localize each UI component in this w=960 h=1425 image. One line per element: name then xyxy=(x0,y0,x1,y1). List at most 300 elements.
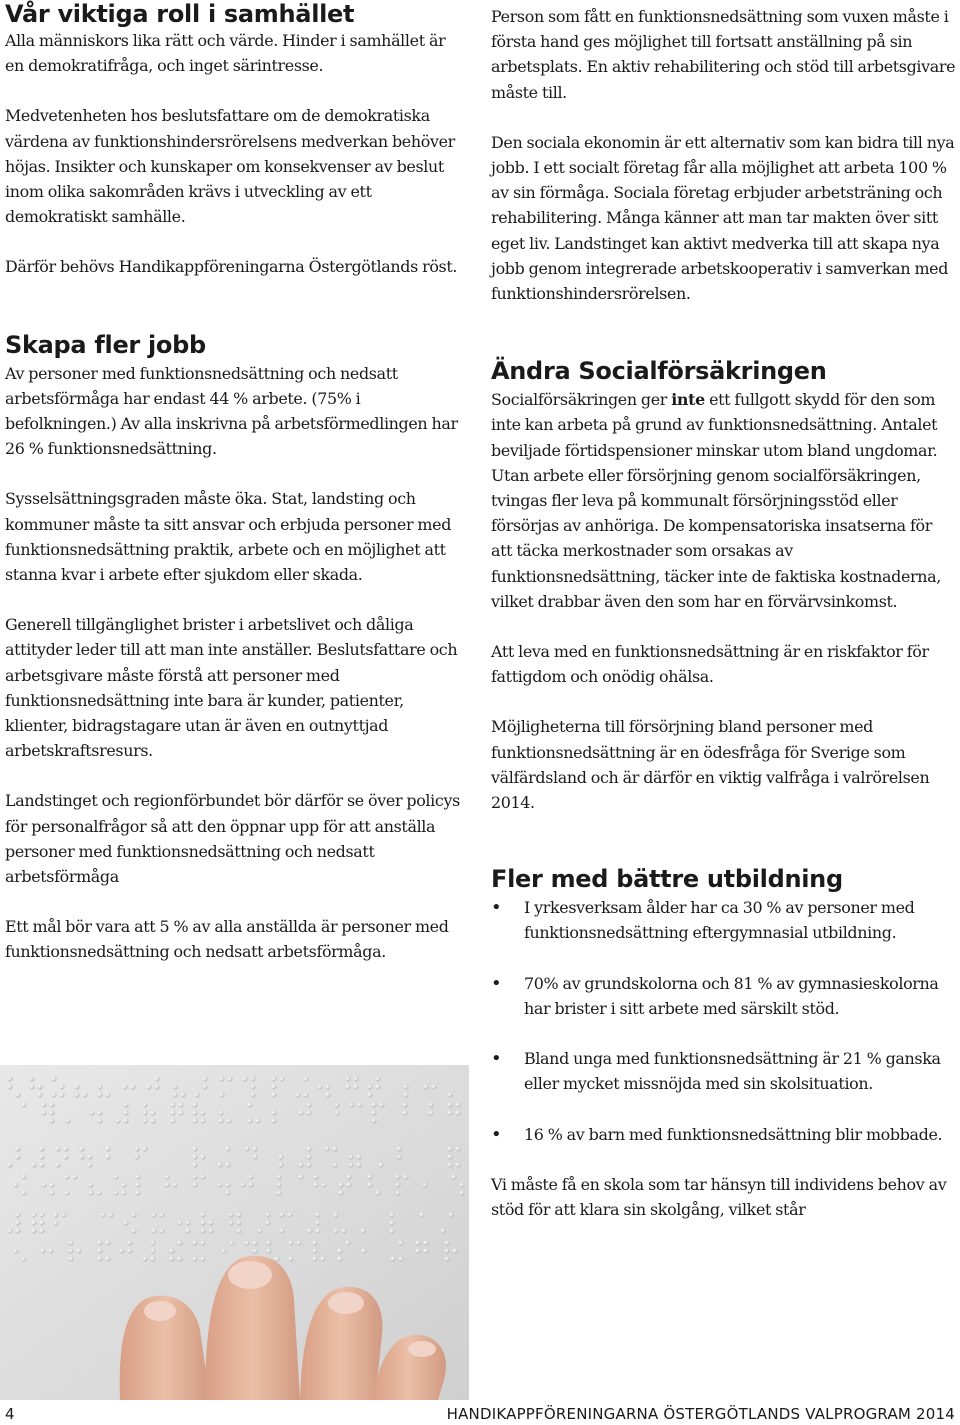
braille-dot xyxy=(130,1084,135,1089)
left-column xyxy=(5,0,467,965)
braille-dot xyxy=(455,1110,460,1115)
braille-dot xyxy=(242,1076,247,1081)
list-item-text: • 16 % av barn med funktionsnedsättning blir mobbade. xyxy=(524,1124,943,1144)
braille-dot xyxy=(345,1240,350,1245)
braille-dot xyxy=(55,1162,60,1167)
braille-dot xyxy=(122,1084,127,1089)
braille-dot xyxy=(123,1118,128,1123)
right-column xyxy=(491,0,957,1222)
braille-dot xyxy=(192,1240,197,1245)
body-paragraph xyxy=(491,387,957,614)
braille-dot xyxy=(348,1162,353,1167)
intro-paragraph: Medvetenheten hos beslutsfattare om de demokratiska värdena av funktionshindersrörelsens medverkan behöver höjas. Insikter och kunskaper om konsekvenser av beslut inom olika sakområden krävs i utveckling av ett demokratiskt samhälle. xyxy=(5,106,455,227)
braille-dot xyxy=(225,1162,230,1167)
braille-dot xyxy=(97,1256,102,1261)
braille-dot xyxy=(395,1174,400,1179)
braille-dot xyxy=(334,1102,339,1107)
braille-dot xyxy=(276,1174,281,1179)
braille-dot xyxy=(87,1154,92,1159)
braille-dot xyxy=(448,1212,453,1217)
braille-dot xyxy=(375,1190,380,1195)
braille-dot xyxy=(135,1174,140,1179)
braille-dot xyxy=(423,1240,428,1245)
braille-dot xyxy=(119,1248,124,1253)
braille-dot xyxy=(415,1240,420,1245)
braille-hand-photo xyxy=(0,1065,469,1400)
braille-dot xyxy=(72,1174,77,1179)
braille-dot xyxy=(7,1228,12,1233)
braille-dot xyxy=(51,1092,56,1097)
braille-dot xyxy=(97,1110,102,1115)
braille-dot xyxy=(225,1190,230,1195)
braille-dot xyxy=(88,1190,93,1195)
braille-dot xyxy=(31,1162,36,1167)
braille-dot xyxy=(240,1182,245,1187)
braille-dot xyxy=(459,1182,464,1187)
braille-dot xyxy=(431,1084,436,1089)
body-paragraph: Ett mål bör vara att 5 % av alla anställda är personer med funktionsnedsättning och nedsatt arbetsförmåga. xyxy=(5,917,449,962)
braille-dot xyxy=(49,1190,54,1195)
braille-dot xyxy=(228,1212,233,1217)
braille-dot xyxy=(74,1092,79,1097)
braille-dot xyxy=(154,1084,159,1089)
braille-dot xyxy=(415,1248,420,1253)
list-item xyxy=(491,971,957,1021)
braille-dot xyxy=(202,1076,207,1081)
braille-dot xyxy=(61,1212,66,1217)
braille-dot xyxy=(276,1190,281,1195)
body-paragraph: Vi måste få en skola som tar hänsyn till individens behov av stöd för att klara sin skolgång, vilket står xyxy=(491,1174,947,1219)
braille-dot xyxy=(225,1146,230,1151)
braille-dot xyxy=(396,1146,401,1151)
braille-dot xyxy=(396,1154,401,1159)
braille-dot xyxy=(142,1118,147,1123)
braille-dot xyxy=(447,1162,452,1167)
braille-dot xyxy=(276,1182,281,1187)
braille-dot xyxy=(87,1162,92,1167)
braille-dot xyxy=(177,1220,182,1225)
braille-dot xyxy=(325,1084,330,1089)
braille-dot xyxy=(334,1110,339,1115)
braille-dot xyxy=(39,1212,44,1217)
braille-dot xyxy=(177,1240,182,1245)
list-item-text: • Bland unga med funktionsnedsättning är 21 % ganska eller mycket missnöjda med sin skolsituation. xyxy=(524,1049,941,1094)
braille-dot xyxy=(287,1212,292,1217)
braille-dot xyxy=(55,1146,60,1151)
publication-title: HANDIKAPPFÖRENINGARNA ÖSTERGÖTLANDS VALPROGRAM 2014 xyxy=(446,1405,955,1423)
braille-dot xyxy=(200,1118,205,1123)
braille-dot xyxy=(194,1092,199,1097)
braille-dot xyxy=(298,1110,303,1115)
braille-dot xyxy=(228,1220,233,1225)
braille-dot xyxy=(200,1240,205,1245)
braille-dot xyxy=(423,1248,428,1253)
braille-dot xyxy=(375,1084,380,1089)
braille-dot xyxy=(172,1092,177,1097)
braille-dot xyxy=(403,1174,408,1179)
braille-dot xyxy=(15,1146,20,1151)
braille-dot xyxy=(367,1174,372,1179)
braille-dot xyxy=(79,1154,84,1159)
braille-dot xyxy=(452,1248,457,1253)
braille-dot xyxy=(51,1076,56,1081)
braille-dot xyxy=(15,1154,20,1159)
braille-dot xyxy=(178,1102,183,1107)
braille-dot xyxy=(345,1076,350,1081)
page-title: Vår viktiga roll i samhället xyxy=(5,0,355,28)
braille-dot xyxy=(7,1076,12,1081)
braille-dot xyxy=(202,1084,207,1089)
braille-dot xyxy=(185,1228,190,1233)
braille-dot xyxy=(105,1154,110,1159)
braille-dot xyxy=(395,1190,400,1195)
braille-dot xyxy=(398,1240,403,1245)
braille-dot xyxy=(170,1118,175,1123)
braille-dot xyxy=(192,1102,197,1107)
braille-dot xyxy=(236,1212,241,1217)
braille-dot xyxy=(123,1220,128,1225)
braille-dot xyxy=(398,1256,403,1261)
braille-dot xyxy=(21,1190,26,1195)
braille-dot xyxy=(150,1110,155,1115)
braille-dot xyxy=(252,1154,257,1159)
braille-dot xyxy=(315,1228,320,1233)
braille-dot xyxy=(271,1110,276,1115)
braille-dot xyxy=(325,1092,330,1097)
braille-dot xyxy=(279,1212,284,1217)
braille-dot xyxy=(192,1182,197,1187)
braille-dot xyxy=(295,1092,300,1097)
braille-dot xyxy=(37,1084,42,1089)
braille-dot xyxy=(121,1190,126,1195)
braille-dot xyxy=(121,1182,126,1187)
braille-dot xyxy=(244,1146,249,1151)
braille-dot xyxy=(192,1154,197,1159)
braille-dot xyxy=(317,1084,322,1089)
body-paragraph: Av personer med funktionsnedsättning och nedsatt arbetsförmåga har endast 44 % arbete. (75% i befolkningen.) Av alla inskrivna på arbetsförmedlingen har 26 % funktionsnedsättning. xyxy=(5,363,458,459)
braille-dot xyxy=(288,1240,293,1245)
braille-dot xyxy=(113,1190,118,1195)
braille-dot xyxy=(192,1174,197,1179)
braille-dot xyxy=(185,1220,190,1225)
braille-dot xyxy=(169,1256,174,1261)
braille-dot xyxy=(375,1076,380,1081)
braille-dot xyxy=(89,1110,94,1115)
braille-dot xyxy=(127,1248,132,1253)
list-item xyxy=(491,1046,957,1096)
braille-dot xyxy=(303,1092,308,1097)
braille-dot xyxy=(333,1212,338,1217)
page-number: 4 xyxy=(5,1405,15,1423)
body-paragraph: Generell tillgänglighet brister i arbetslivet och dåliga attityder leder till att man inte anställer. Beslutsfattare och arbetsgivare måste förstå att personer med funktionsnedsättning inte bara är kunder, patienter, klienter, bidragstagare utan är även en outnyttjad arbetskraftsresurs. xyxy=(5,615,458,761)
braille-dot xyxy=(389,1212,394,1217)
braille-dot xyxy=(97,1248,102,1253)
braille-dot xyxy=(447,1154,452,1159)
braille-dot xyxy=(41,1110,46,1115)
braille-dot xyxy=(348,1154,353,1159)
section-heading-jobs: Skapa fler jobb xyxy=(5,330,206,359)
braille-dot xyxy=(389,1220,394,1225)
braille-dot xyxy=(208,1228,213,1233)
braille-dot xyxy=(96,1190,101,1195)
braille-dot xyxy=(444,1240,449,1245)
braille-dot xyxy=(150,1240,155,1245)
braille-dot xyxy=(298,1162,303,1167)
braille-dot xyxy=(200,1212,205,1217)
braille-dot xyxy=(321,1182,326,1187)
braille-dot xyxy=(447,1092,452,1097)
braille-dot xyxy=(252,1240,257,1245)
braille-dot xyxy=(76,1248,81,1253)
braille-dot xyxy=(40,1248,45,1253)
braille-dot xyxy=(360,1228,365,1233)
braille-dot xyxy=(403,1084,408,1089)
braille-dot xyxy=(59,1092,64,1097)
braille-dot xyxy=(378,1162,383,1167)
braille-dot xyxy=(105,1240,110,1245)
braille-dot xyxy=(219,1092,224,1097)
braille-dot xyxy=(367,1084,372,1089)
braille-dot xyxy=(402,1102,407,1107)
braille-dot xyxy=(200,1220,205,1225)
braille-dot xyxy=(402,1110,407,1115)
braille-dot xyxy=(371,1102,376,1107)
body-paragraph: Att leva med en funktionsnedsättning är en riskfaktor för fattigdom och onödig ohälsa. xyxy=(491,642,929,687)
braille-dot xyxy=(21,1256,26,1261)
braille-dot xyxy=(164,1174,169,1179)
braille-dot xyxy=(192,1110,197,1115)
braille-dot xyxy=(13,1248,18,1253)
braille-dot xyxy=(320,1256,325,1261)
braille-dot xyxy=(459,1190,464,1195)
braille-dot xyxy=(306,1146,311,1151)
braille-dot xyxy=(447,1102,452,1107)
braille-dot xyxy=(13,1182,18,1187)
braille-dot xyxy=(134,1154,139,1159)
braille-dot xyxy=(15,1220,20,1225)
braille-dot xyxy=(252,1248,257,1253)
braille-dot xyxy=(346,1174,351,1179)
body-paragraph: Person som fått en funktionsnedsättning som vuxen måste i första hand ges möjlighet till fortsatt anställning på sin arbetsplats. En aktiv rehabilitering och stöd till arbetsgivare måste till. xyxy=(491,7,956,102)
braille-dot xyxy=(221,1248,226,1253)
braille-dot xyxy=(151,1228,156,1233)
braille-dot xyxy=(315,1220,320,1225)
braille-dot xyxy=(371,1110,376,1115)
braille-dot xyxy=(219,1076,224,1081)
intro-paragraph: Alla människors lika rätt och värde. Hinder i samhället är en demokratifråga, och inget särintresse. xyxy=(5,31,446,76)
braille-dot xyxy=(68,1256,73,1261)
braille-dot xyxy=(151,1212,156,1217)
braille-dot xyxy=(248,1182,253,1187)
braille-dot xyxy=(31,1220,36,1225)
body-paragraph: Landstinget och regionförbundet bör därför se över policys för personalfrågor så att den öppnar upp för att anställa personer med funktionsnedsättning och nedsatt arbetsförmåga xyxy=(5,791,460,887)
braille-dot xyxy=(226,1118,231,1123)
braille-dot xyxy=(279,1076,284,1081)
braille-dot xyxy=(172,1084,177,1089)
braille-dot xyxy=(39,1154,44,1159)
braille-dot xyxy=(307,1228,312,1233)
braille-dot xyxy=(390,1256,395,1261)
braille-dot xyxy=(200,1256,205,1261)
braille-dot xyxy=(367,1092,372,1097)
braille-dot xyxy=(65,1118,70,1123)
braille-dot xyxy=(135,1190,140,1195)
braille-dot xyxy=(131,1212,136,1217)
braille-dot xyxy=(88,1182,93,1187)
text-span: Socialförsäkringen ger xyxy=(491,390,672,410)
braille-dot xyxy=(296,1240,301,1245)
braille-dot xyxy=(306,1102,311,1107)
braille-dot xyxy=(97,1118,102,1123)
braille-dot xyxy=(131,1228,136,1233)
braille-dot xyxy=(150,1118,155,1123)
braille-dot xyxy=(49,1118,54,1123)
braille-dot xyxy=(353,1076,358,1081)
braille-dot xyxy=(278,1162,283,1167)
braille-dot xyxy=(367,1182,372,1187)
braille-dot xyxy=(332,1162,337,1167)
braille-dot xyxy=(255,1118,260,1123)
braille-dot xyxy=(332,1146,337,1151)
braille-dot xyxy=(440,1228,445,1233)
braille-dot xyxy=(37,1092,42,1097)
braille-dot xyxy=(298,1174,303,1179)
braille-dot xyxy=(356,1162,361,1167)
braille-dot xyxy=(218,1110,223,1115)
braille-dot xyxy=(172,1182,177,1187)
braille-dot xyxy=(271,1084,276,1089)
braille-dot xyxy=(455,1162,460,1167)
braille-dot xyxy=(250,1084,255,1089)
braille-dot xyxy=(337,1248,342,1253)
braille-dot xyxy=(53,1220,58,1225)
braille-dot xyxy=(49,1102,54,1107)
braille-dot xyxy=(306,1162,311,1167)
braille-dot xyxy=(447,1146,452,1151)
braille-dot xyxy=(142,1110,147,1115)
braille-dot xyxy=(208,1220,213,1225)
list-item xyxy=(491,1122,957,1147)
braille-dot xyxy=(313,1182,318,1187)
braille-dot xyxy=(68,1248,73,1253)
braille-dot xyxy=(236,1228,241,1233)
braille-dot xyxy=(227,1076,232,1081)
braille-dot xyxy=(455,1146,460,1151)
braille-dot xyxy=(82,1092,87,1097)
braille-dot xyxy=(134,1146,139,1151)
braille-dot xyxy=(41,1102,46,1107)
braille-dot xyxy=(428,1102,433,1107)
braille-dot xyxy=(150,1248,155,1253)
braille-dot xyxy=(379,1102,384,1107)
braille-dot xyxy=(337,1256,342,1261)
braille-dot xyxy=(200,1154,205,1159)
braille-dot xyxy=(451,1174,456,1179)
braille-dot xyxy=(123,1110,128,1115)
braille-dot xyxy=(105,1146,110,1151)
braille-dot xyxy=(200,1228,205,1233)
braille-dot xyxy=(341,1228,346,1233)
braille-dot xyxy=(338,1190,343,1195)
braille-dot xyxy=(371,1118,376,1123)
braille-dot xyxy=(15,1092,20,1097)
braille-dot xyxy=(21,1174,26,1179)
braille-dot xyxy=(113,1174,118,1179)
braille-dot xyxy=(200,1110,205,1115)
braille-dot xyxy=(159,1212,164,1217)
braille-dot xyxy=(127,1240,132,1245)
braille-dot xyxy=(200,1174,205,1179)
braille-dot xyxy=(250,1092,255,1097)
braille-dot xyxy=(41,1182,46,1187)
braille-dot xyxy=(177,1256,182,1261)
education-bullet-list xyxy=(491,895,957,1146)
braille-dot xyxy=(247,1118,252,1123)
braille-dot xyxy=(7,1162,12,1167)
braille-dot xyxy=(97,1092,102,1097)
braille-dot xyxy=(313,1174,318,1179)
braille-dot xyxy=(108,1212,113,1217)
braille-dot xyxy=(31,1228,36,1233)
braille-dot xyxy=(39,1220,44,1225)
braille-dot xyxy=(64,1174,69,1179)
braille-dot xyxy=(64,1190,69,1195)
braille-dot xyxy=(247,1102,252,1107)
braille-dot xyxy=(312,1248,317,1253)
braille-dot xyxy=(271,1092,276,1097)
list-item-text: • I yrkesverksam ålder har ca 30 % av personer med funktionsnedsättning eftergymnasial utbildning. xyxy=(524,898,915,943)
braille-dot xyxy=(346,1182,351,1187)
braille-dot xyxy=(180,1092,185,1097)
braille-dot xyxy=(422,1182,427,1187)
braille-dot xyxy=(333,1228,338,1233)
braille-dot xyxy=(315,1212,320,1217)
braille-dot xyxy=(74,1084,79,1089)
braille-dot xyxy=(49,1182,54,1187)
braille-dot xyxy=(403,1092,408,1097)
braille-dot xyxy=(39,1146,44,1151)
braille-dot xyxy=(53,1212,58,1217)
braille-dot xyxy=(169,1248,174,1253)
braille-dot xyxy=(115,1118,120,1123)
braille-dot xyxy=(100,1212,105,1217)
braille-dot xyxy=(178,1110,183,1115)
text-span: ett fullgott skydd för den som inte kan arbeta på grund av funktionsnedsättning. Antalet beviljade förtidspensioner minskar utom bland ungdomar. Utan arbete eller försörjning genom socialförsäkringen, tvingas fler leva på kommunalt försörjningsstöd eller försörjas av anhöriga. De kompensatoriska insatserna för att täcka merkostnader som orsakas av funktionsnedsättning, täcker inte de faktiska kostnaderna, vilket drabbar även den som har en förvärvsinkomst. xyxy=(491,390,942,611)
braille-dot xyxy=(59,1084,64,1089)
braille-dot xyxy=(395,1182,400,1187)
braille-dot xyxy=(279,1228,284,1233)
list-item xyxy=(491,895,957,945)
braille-dot xyxy=(48,1248,53,1253)
braille-dot xyxy=(142,1146,147,1151)
braille-dot xyxy=(252,1146,257,1151)
braille-dot xyxy=(419,1212,424,1217)
braille-dot xyxy=(248,1174,253,1179)
braille-dot xyxy=(250,1076,255,1081)
intro-paragraph: Därför behövs Handikappföreningarna Östergötlands röst. xyxy=(5,257,458,277)
braille-dot xyxy=(236,1220,241,1225)
braille-dot xyxy=(361,1248,366,1253)
braille-dot xyxy=(229,1240,234,1245)
braille-dot xyxy=(15,1228,20,1233)
braille-dot xyxy=(29,1084,34,1089)
section-heading-education: Fler med bättre utbildning xyxy=(491,865,843,894)
list-item-text: • 70% av grundskolorna och 81 % av gymnasieskolorna har brister i sitt arbete med särskilt stöd. xyxy=(524,973,939,1018)
braille-dot xyxy=(345,1084,350,1089)
braille-dot xyxy=(49,1110,54,1115)
braille-dot xyxy=(192,1146,197,1151)
braille-dot xyxy=(312,1240,317,1245)
